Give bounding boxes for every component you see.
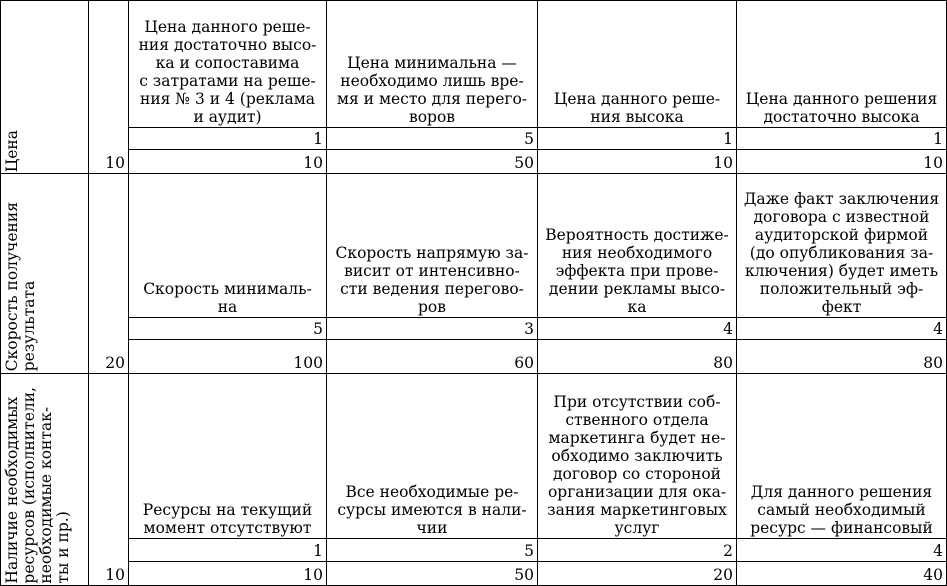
weight-cell: 10 [89,1,129,174]
score-row [1,128,947,150]
score-cell: 5 [129,317,327,339]
weighted-score-cell: 80 [737,339,947,373]
weight-cell: 10 [89,373,129,585]
weighted-score-cell: 100 [129,339,327,373]
weighted-score-cell: 40 [737,561,947,585]
weight-cell: 20 [89,174,129,373]
score-cell: 4 [538,317,737,339]
score-cell: 1 [538,128,737,150]
weighted-score-cell: 50 [327,561,538,585]
description-cell: Для данного решения самый необходимый ресурс — финансовый [737,373,947,538]
score-cell: 4 [737,538,947,561]
score-cell: 3 [327,317,538,339]
weighted-row [1,339,947,373]
table-row [1,1,947,128]
weighted-score-cell: 10 [129,561,327,585]
score-row [1,538,947,561]
weighted-score-cell: 60 [327,339,538,373]
weighted-score-cell: 10 [737,150,947,174]
criterion-cell [1,373,89,585]
score-cell: 5 [327,538,538,561]
weighted-score-cell: 20 [538,561,737,585]
description-cell: Цена данного реше- ния высока [538,1,737,128]
description-cell: Ресурсы на текущий момент отсутствуют [129,373,327,538]
weighted-score-cell: 80 [538,339,737,373]
description-cell: При отсутствии соб- ственного отдела маркетинга будет не- обходимо заключить договор со стороной организации для ока- зания маркетинговых услуг [538,373,737,538]
description-cell: Цена данного реше- ния достаточно высо- ка и сопоставима с затратами на реше- ния № 3 и 4 (реклама и аудит) [129,1,327,128]
table-row [1,174,947,317]
score-cell: 5 [327,128,538,150]
description-cell: Цена данного решения достаточно высока [737,1,947,128]
criterion-label: Наличие необходимых ресурсов (исполнители, необходимые контак- ты и пр.) [3,387,72,584]
weighted-score-cell: 50 [327,150,538,174]
description-cell: Даже факт заключения договора с известной аудиторской фирмой (до опубликования за- ключения) будет иметь положительный эф- фект [737,174,947,317]
description-cell: Скорость минималь- на [129,174,327,317]
criterion-cell [1,174,89,373]
score-cell: 4 [737,317,947,339]
criterion-label: Цена [3,130,21,173]
score-cell: 1 [129,538,327,561]
criterion-label: Скорость получения результата [3,202,38,372]
criterion-cell [1,1,89,174]
weighted-row [1,150,947,174]
weighted-score-cell: 10 [538,150,737,174]
score-row [1,317,947,339]
score-cell: 1 [129,128,327,150]
description-cell: Скорость напрямую за- висит от интенсивно- сти ведения перегово- ров [327,174,538,317]
score-cell: 2 [538,538,737,561]
weighted-row [1,561,947,585]
description-cell: Вероятность достиже- ния необходимого эффекта при прове- дении рекламы высо- ка [538,174,737,317]
description-cell: Цена минимальна — необходимо лишь вре- мя и место для перего- воров [327,1,538,128]
description-cell: Все необходимые ре- сурсы имеются в нали- чии [327,373,538,538]
score-cell: 1 [737,128,947,150]
weighted-score-cell: 10 [129,150,327,174]
table-row [1,373,947,538]
